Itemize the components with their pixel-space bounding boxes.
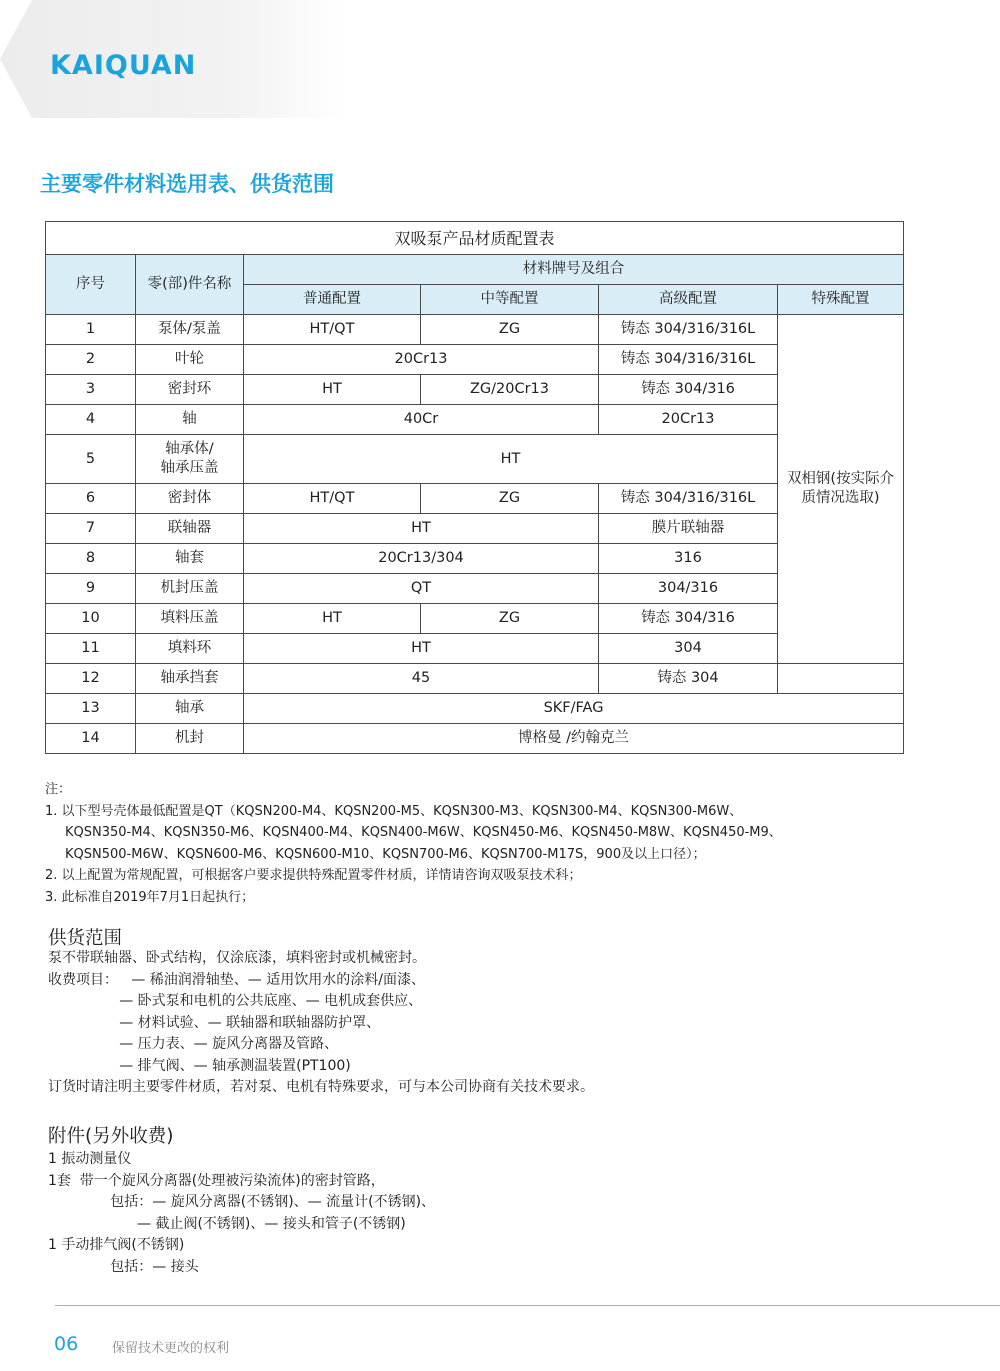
row-part bbox=[136, 435, 244, 484]
row-no: 14 bbox=[46, 724, 136, 754]
row-no: 1 bbox=[46, 315, 136, 345]
row-normal-medium: 20Cr13 bbox=[244, 345, 599, 375]
special-config: 双相钢(按实际介质情况选取) bbox=[778, 315, 904, 664]
table-row bbox=[46, 544, 904, 574]
row-normal-medium: 40Cr bbox=[244, 405, 599, 435]
note-2: 2. 以上配置为常规配置，可根据客户要求提供特殊配置零件材质，详情请咨询双吸泵技术科； bbox=[45, 868, 582, 883]
table-row bbox=[46, 315, 904, 345]
row-high: 铸态 304/316 bbox=[599, 375, 778, 405]
header-no: 序号 bbox=[46, 255, 136, 315]
row-normal: HT bbox=[244, 375, 421, 405]
table-caption: 双吸泵产品材质配置表 bbox=[46, 222, 904, 255]
company-logo: KAIQUAN bbox=[50, 50, 197, 81]
supply-line: 泵不带联轴器、卧式结构，仅涂底漆，填料密封或机械密封。 bbox=[48, 950, 426, 966]
accessory-line: 1套 带一个旋风分离器(处理被污染流体)的密封管路， bbox=[48, 1172, 385, 1189]
row-part: 填料环 bbox=[136, 634, 244, 664]
notes-label: 注： bbox=[45, 782, 72, 797]
row-high: 304/316 bbox=[599, 574, 778, 604]
row-part: 联轴器 bbox=[136, 514, 244, 544]
footer-divider bbox=[55, 1305, 1000, 1306]
header-medium: 中等配置 bbox=[421, 285, 599, 315]
row-no: 10 bbox=[46, 604, 136, 634]
row-high: 铸态 304/316/316L bbox=[599, 315, 778, 345]
row-part: 填料压盖 bbox=[136, 604, 244, 634]
row-medium: ZG/20Cr13 bbox=[421, 375, 599, 405]
row-no: 5 bbox=[46, 435, 136, 484]
row-high: 铸态 304 bbox=[599, 664, 778, 694]
table-row bbox=[46, 574, 904, 604]
table-row bbox=[46, 724, 904, 754]
row-part: 轴承 bbox=[136, 694, 244, 724]
table-row bbox=[46, 345, 904, 375]
accessory-line: 包括：— 接头 bbox=[48, 1258, 199, 1275]
accessory-line: 1 振动测量仪 bbox=[48, 1151, 132, 1167]
row-no: 11 bbox=[46, 634, 136, 664]
row-medium: ZG bbox=[421, 484, 599, 514]
row-normal: HT/QT bbox=[244, 315, 421, 345]
supply-line: — 压力表、— 旋风分离器及管路、 bbox=[48, 1036, 339, 1052]
row-part-line1: 轴承体/ bbox=[165, 441, 214, 457]
row-part: 密封体 bbox=[136, 484, 244, 514]
row-normal-medium: 45 bbox=[244, 664, 599, 694]
header-special: 特殊配置 bbox=[778, 285, 904, 315]
row-high: 膜片联轴器 bbox=[599, 514, 778, 544]
table-row bbox=[46, 514, 904, 544]
row-part: 叶轮 bbox=[136, 345, 244, 375]
row-all: HT bbox=[244, 435, 778, 484]
notes bbox=[45, 779, 945, 908]
row-medium: ZG bbox=[421, 604, 599, 634]
supply-line: 订货时请注明主要零件材质，若对泵、电机有特殊要求，可与本公司协商有关技术要求。 bbox=[48, 1079, 594, 1095]
row-no: 12 bbox=[46, 664, 136, 694]
row-no: 13 bbox=[46, 694, 136, 724]
row-part: 轴套 bbox=[136, 544, 244, 574]
accessory-line: 包括：— 旋风分离器(不锈钢)、— 流量计(不锈钢)、 bbox=[48, 1194, 436, 1210]
row-part: 机封压盖 bbox=[136, 574, 244, 604]
accessory-line: 1 手动排气阀(不锈钢) bbox=[48, 1237, 185, 1253]
supply-line: 收费项目： — 稀油润滑轴垫、— 适用饮用水的涂料/面漆、 bbox=[48, 971, 425, 988]
row-all: SKF/FAG bbox=[244, 694, 904, 724]
header-material: 材料牌号及组合 bbox=[244, 255, 904, 285]
footer-text: 保留技术更改的权利 bbox=[112, 1341, 230, 1356]
row-high: 铸态 304/316/316L bbox=[599, 345, 778, 375]
row-high: 316 bbox=[599, 544, 778, 574]
note-1-line3: KQSN500-M6W、KQSN600-M6、KQSN600-M10、KQSN700-M6、KQSN700-M17S，900及以上口径）； bbox=[65, 846, 706, 862]
header-part: 零(部)件名称 bbox=[136, 255, 244, 315]
row-no: 9 bbox=[46, 574, 136, 604]
note-1-line1: 1. 以下型号壳体最低配置是QT（KQSN200-M4、KQSN200-M5、KQSN300-M3、KQSN300-M4、KQSN300-M6W、 bbox=[45, 803, 743, 819]
table-row bbox=[46, 694, 904, 724]
row-high: 铸态 304/316 bbox=[599, 604, 778, 634]
row-normal-medium: QT bbox=[244, 574, 599, 604]
row-high: 304 bbox=[599, 634, 778, 664]
accessories-title: 附件(另外收费) bbox=[48, 1126, 174, 1147]
supply-line: — 卧式泵和电机的公共底座、— 电机成套供应、 bbox=[48, 993, 423, 1009]
row-high: 20Cr13 bbox=[599, 405, 778, 435]
table-row bbox=[46, 435, 904, 484]
accessories bbox=[48, 1149, 948, 1278]
row-part: 轴 bbox=[136, 405, 244, 435]
row-normal-medium: 20Cr13/304 bbox=[244, 544, 599, 574]
header-normal: 普通配置 bbox=[244, 285, 421, 315]
row-no: 7 bbox=[46, 514, 136, 544]
row-normal-medium: HT bbox=[244, 634, 599, 664]
row-all: 博格曼 /约翰克兰 bbox=[244, 724, 904, 754]
row-normal: HT bbox=[244, 604, 421, 634]
row-no: 3 bbox=[46, 375, 136, 405]
table-row bbox=[46, 664, 904, 694]
row-no: 8 bbox=[46, 544, 136, 574]
row-part: 泵体/泵盖 bbox=[136, 315, 244, 345]
row-no: 2 bbox=[46, 345, 136, 375]
supply-line: — 排气阀、— 轴承测温装置(PT100) bbox=[48, 1057, 351, 1074]
material-table bbox=[45, 221, 904, 754]
section-title: 主要零件材料选用表、供货范围 bbox=[40, 172, 334, 196]
row-part: 密封环 bbox=[136, 375, 244, 405]
row-normal-medium: HT bbox=[244, 514, 599, 544]
row-no: 4 bbox=[46, 405, 136, 435]
note-3: 3. 此标准自2019年7月1日起执行； bbox=[45, 889, 255, 905]
table-row bbox=[46, 604, 904, 634]
note-1-line2: KQSN350-M4、KQSN350-M6、KQSN400-M4、KQSN400-M6W、KQSN450-M6、KQSN450-M8W、KQSN450-M9、 bbox=[65, 825, 782, 840]
supply-title: 供货范围 bbox=[48, 928, 123, 949]
row-part: 机封 bbox=[136, 724, 244, 754]
row-part-line2: 轴承压盖 bbox=[160, 460, 219, 476]
row-special-empty bbox=[778, 664, 904, 694]
accessory-line: — 截止阀(不锈钢)、— 接头和管子(不锈钢) bbox=[48, 1215, 406, 1232]
supply-line: — 材料试验、— 联轴器和联轴器防护罩、 bbox=[48, 1014, 381, 1031]
table-row bbox=[46, 405, 904, 435]
header-high: 高级配置 bbox=[599, 285, 778, 315]
table-row bbox=[46, 375, 904, 405]
row-part: 轴承挡套 bbox=[136, 664, 244, 694]
row-no: 6 bbox=[46, 484, 136, 514]
row-normal: HT/QT bbox=[244, 484, 421, 514]
row-high: 铸态 304/316/316L bbox=[599, 484, 778, 514]
page-number: 06 bbox=[54, 1333, 79, 1355]
row-medium: ZG bbox=[421, 315, 599, 345]
table-row bbox=[46, 634, 904, 664]
supply-scope bbox=[48, 948, 948, 1099]
table-row bbox=[46, 484, 904, 514]
